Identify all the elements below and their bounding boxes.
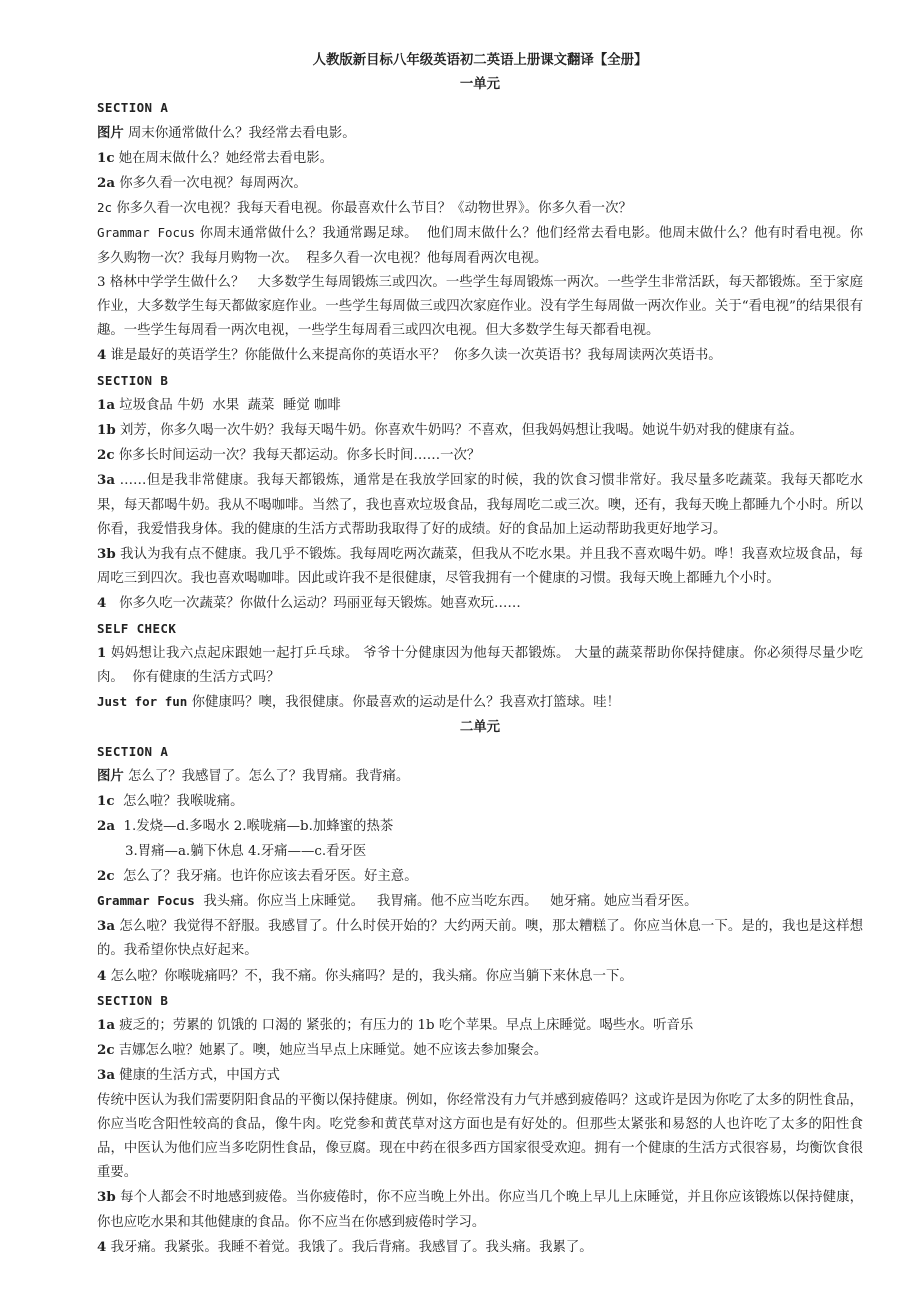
item-text: 我牙痛。我紧张。我睡不着觉。我饿了。我后背痛。我感冒了。我头痛。我累了。 — [106, 1239, 593, 1255]
item-text: 每个人都会不时地感到疲倦。当你疲倦时，你不应当晚上外出。你应当几个晚上早儿上床睡觉，并且你应该锻炼以保持健康，你也应吃水果和其他健康的食品。你不应当在你感到疲倦时学习。 — [97, 1190, 863, 1230]
item-label: 2c — [97, 447, 115, 464]
text-line — [97, 468, 863, 542]
text-line — [97, 443, 863, 468]
item-label: 1b — [97, 422, 116, 439]
item-text: 怎么啦？我喉咙痛。 — [114, 794, 244, 810]
text-line — [97, 271, 863, 344]
text-line — [97, 221, 863, 270]
item-label: Just for fun — [97, 694, 188, 710]
text-line — [97, 171, 863, 196]
item-label: 图片 — [97, 124, 124, 141]
item-label: 4 — [97, 967, 107, 984]
item-text: 格林中学学生做什么？ 大多数学生每周锻炼三或四次。一些学生每周锻炼一两次。一些学生非常活跃，每天都锻炼。至于家庭作业，大多数学生每天都做家庭作业。一些学生每周做三或四次家庭作业。没有学生每周做一两次作业。关于“看电视”的结果很有趣。一些学生每周看一两次电视，一些学生每周看三或四次电视。但大多数学生每天都看电视。 — [97, 274, 863, 339]
text-line — [97, 393, 863, 418]
text-line — [97, 196, 863, 221]
item-label: 3a — [97, 918, 115, 935]
text-line — [97, 1013, 863, 1038]
unit-heading: 二单元 — [459, 719, 501, 736]
text-line — [97, 690, 863, 715]
item-label: 3b — [97, 546, 116, 563]
item-text: 吉娜怎么啦？她累了。噢，她应当早点上床睡觉。她不应该去参加聚会。 — [114, 1043, 548, 1059]
text-line — [97, 1185, 863, 1234]
item-label: 3a — [97, 472, 115, 489]
text-line — [97, 840, 863, 864]
item-label: 2c — [97, 200, 113, 216]
section-heading: SELF CHECK — [97, 620, 177, 636]
item-label: 2c — [97, 1042, 115, 1059]
item-text: 谁是最好的英语学生？你能做什么来提高你的英语水平？ 你多久读一次英语书？我每周读两次英语书。 — [106, 348, 722, 364]
item-label: 1c — [97, 793, 115, 810]
item-text: 你多久看一次电视？每周两次。 — [115, 176, 307, 192]
item-label: 2c — [97, 867, 115, 884]
section-heading: SECTION A — [97, 100, 169, 116]
item-text: ……但是我非常健康。我每天都锻炼，通常是在我放学回家的时候，我的饮食习惯非常好。我尽量多吃蔬菜。我每天都吃水果，每天都喝牛奶。我从不喝咖啡。当然了，我也喜欢垃圾食品，我每周吃二或三次。噢，还有，我每天晚上都睡九个小时。所以你看，我爱惜我身体。我的健康的生活方式帮助我取得了好的成绩。好的食品加上运动帮助我更好地学习。 — [97, 473, 863, 537]
section-heading: SECTION A — [97, 743, 169, 759]
item-label: 2a — [97, 175, 115, 192]
item-label: Grammar Focus — [97, 225, 196, 241]
item-text: 垃圾食品 牛奶 水果 蔬菜 睡觉 咖啡 — [115, 397, 341, 413]
item-text: 周末你通常做什么？我经常去看电影。 — [123, 125, 356, 141]
text-line — [97, 1235, 863, 1260]
item-label: 图片 — [97, 767, 124, 784]
text-line — [97, 1089, 863, 1186]
item-label: 4 — [97, 347, 107, 364]
item-text: 怎么了？我感冒了。怎么了？我胃痛。我背痛。 — [123, 768, 410, 784]
item-text: 3.胃痛—a.躺下休息 4.牙痛——c.看牙医 — [125, 843, 367, 859]
text-line — [97, 121, 863, 146]
text-line — [97, 889, 863, 914]
section-heading: SECTION B — [97, 992, 169, 1008]
text-line — [97, 591, 863, 616]
item-text: 怎么了？我牙痛。也许你应该去看牙医。好主意。 — [114, 868, 418, 884]
item-label: 3a — [97, 1067, 115, 1084]
text-line — [97, 1063, 863, 1088]
item-label: 1c — [97, 149, 115, 166]
item-text: 妈妈想让我六点起床跟她一起打乒乓球。 爷爷十分健康因为他每天都锻炼。 大量的蔬菜帮助你保持健康。你必须得尽量少吃肉。 你有健康的生活方式吗？ — [97, 645, 863, 686]
item-label: 4 — [97, 1238, 107, 1255]
item-text: 传统中医认为我们需要阴阳食品的平衡以保持健康。例如，你经常没有力气并感到疲倦吗？这或许是因为你吃了太多的阴性食品，你应当吃含阳性较高的食品，像牛肉。吃党参和黄芪草对这方面也是有好处的。但那些太紧张和易怒的人也许吃了太多的阳性食品，中医认为他们应当多吃阴性食品，像豆腐。现在中药在很多西方国家很受欢迎。拥有一个健康的生活方式很容易，均衡饮食很重要。 — [97, 1092, 863, 1181]
text-line — [97, 343, 863, 368]
text-line — [97, 964, 863, 989]
text-line — [97, 789, 863, 814]
text-line — [97, 418, 863, 443]
item-label: 1 — [97, 644, 107, 661]
item-text: 我头痛。你应当上床睡觉。 我胃痛。他不应当吃东西。 她牙痛。她应当看牙医。 — [194, 893, 698, 909]
section-heading: SECTION B — [97, 372, 169, 388]
item-label: 4 — [97, 595, 107, 612]
text-line — [97, 764, 863, 789]
item-text: 我认为我有点不健康。我几乎不锻炼。我每周吃两次蔬菜，但我从不吃水果。并且我不喜欢喝牛奶。哗！我喜欢垃圾食品，每周吃三到四次。我也喜欢喝咖啡。因此或许我不是很健康，尽管我拥有一个健康的习惯。我每天晚上都睡九个小时。 — [97, 547, 863, 587]
item-text: 你周末通常做什么？我通常踢足球。 他们周末做什么？他们经常去看电影。他周末做什么？他有时看电视。你多久购物一次？我每月购物一次。 程多久看一次电视？他每周看两次电视。 — [97, 226, 863, 266]
text-line — [97, 1038, 863, 1063]
item-label: Grammar Focus — [97, 892, 195, 908]
item-text: 你健康吗？噢，我很健康。你最喜欢的运动是什么？我喜欢打篮球。哇！ — [187, 695, 621, 711]
item-text: 1.发烧—d.多喝水 2.喉咙痛—b.加蜂蜜的热茶 — [115, 819, 394, 835]
text-line — [97, 542, 863, 591]
item-label: 1a — [97, 396, 115, 413]
item-text: 疲乏的；劳累的 饥饿的 口渴的 紧张的；有压力的 1b 吃个苹果。早点上床睡觉。喝些水。听音乐 — [115, 1017, 694, 1033]
text-line — [97, 641, 863, 690]
item-label: 2a — [97, 818, 115, 835]
item-label: 1a — [97, 1016, 115, 1033]
item-text: 你多久看一次电视？我每天看电视。你最喜欢什么节目？《动物世界》。你多久看一次？ — [112, 201, 632, 217]
text-line — [97, 146, 863, 171]
item-label: 3 — [97, 274, 106, 290]
item-text: 健康的生活方式，中国方式 — [115, 1068, 280, 1084]
item-text: 你多长时间运动一次？我每天都运动。你多长时间……一次？ — [114, 448, 481, 464]
item-text: 她在周末做什么？她经常去看电影。 — [114, 150, 333, 166]
item-text: 刘芳，你多久喝一次牛奶？我每天喝牛奶。你喜欢牛奶吗？不喜欢，但我妈妈想让我喝。她说牛奶对我的健康有益。 — [115, 423, 803, 439]
text-line — [97, 814, 863, 839]
document-page — [97, 48, 863, 1260]
item-text: 怎么啦？我觉得不舒服。我感冒了。什么时侯开始的？大约两天前。噢，那太糟糕了。你应当休息一下。是的，我也是这样想的。我希望你快点好起来。 — [97, 919, 863, 959]
item-label: 3b — [97, 1189, 116, 1206]
unit-heading: 一单元 — [459, 76, 501, 93]
document-title: 人教版新目标八年级英语初二英语上册课文翻译【全册】 — [312, 52, 648, 68]
item-text: 你多久吃一次蔬菜？你做什么运动？玛丽亚每天锻炼。她喜欢玩…… — [106, 596, 521, 612]
text-line — [97, 914, 863, 963]
item-text: 怎么啦？你喉咙痛吗？不，我不痛。你头痛吗？是的，我头痛。你应当躺下来休息一下。 — [106, 968, 633, 984]
text-line — [97, 864, 863, 889]
